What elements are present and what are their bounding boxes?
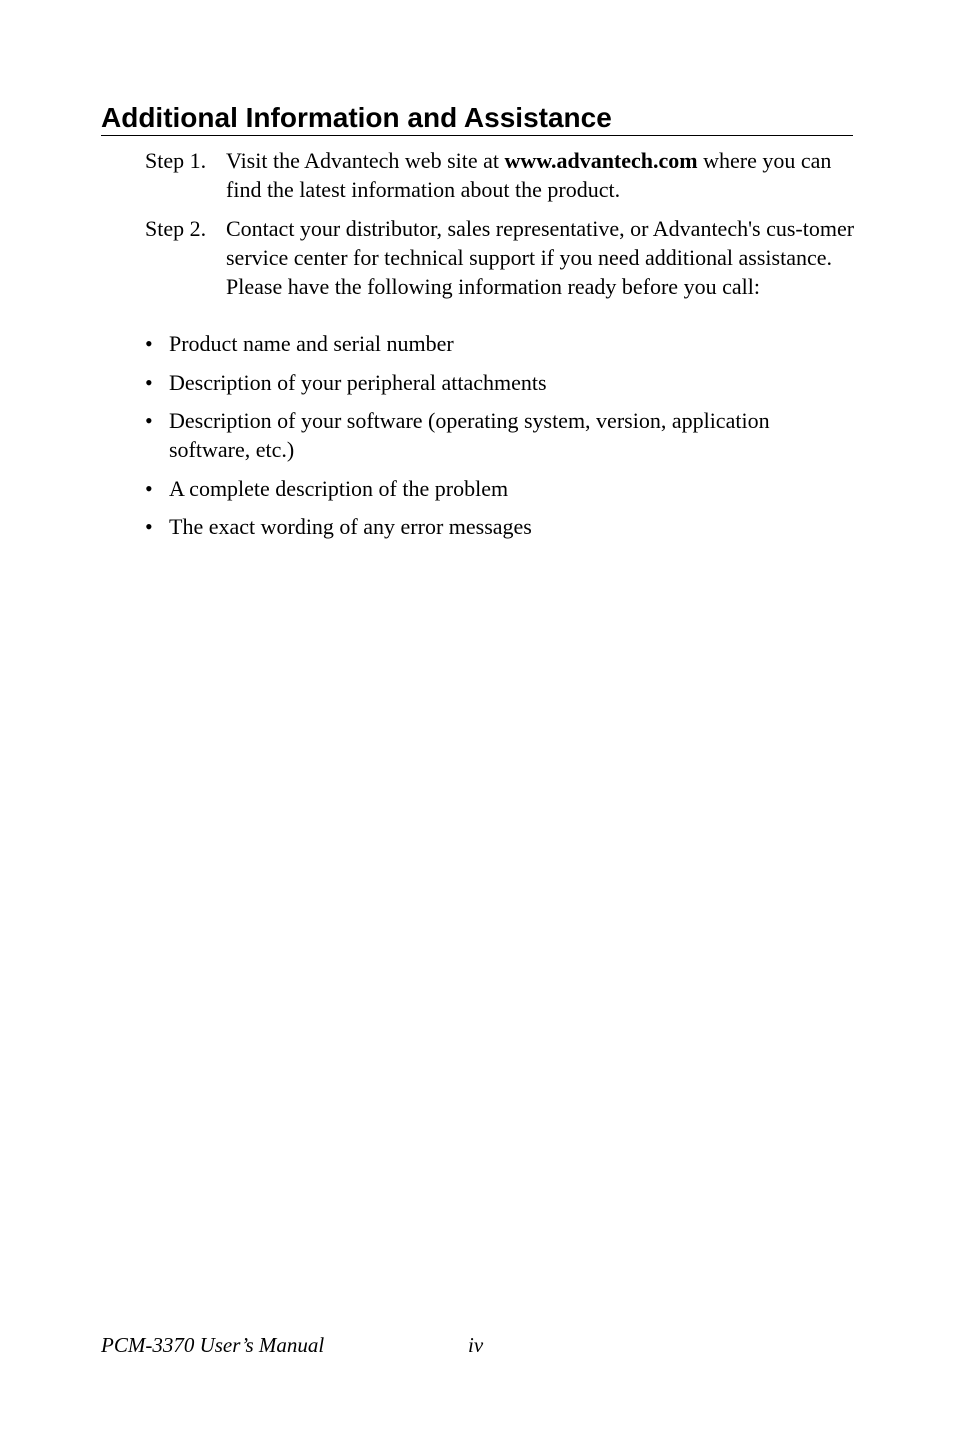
step-2-label: Step 2. — [145, 216, 207, 241]
list-item-text: Description of your software (operating system, version, application software, etc.) — [169, 408, 770, 462]
footer-manual-title: PCM-3370 User’s Manual — [101, 1333, 325, 1357]
bullet-icon: • — [145, 370, 153, 395]
step-1-text-before: Visit the Advantech web site at — [226, 148, 505, 173]
step-1-text-after: where you can find the latest information about the product. — [226, 148, 832, 202]
list-item — [145, 368, 845, 397]
list-item-text: A complete description of the problem — [169, 476, 509, 501]
bullet-icon: • — [145, 331, 153, 356]
list-item-text: The exact wording of any error messages — [169, 514, 532, 539]
list-item — [145, 474, 845, 503]
step-1-text — [226, 146, 857, 204]
advantech-website-link[interactable]: www.advantech.com — [504, 148, 698, 173]
step-1-label: Step 1. — [145, 148, 207, 173]
step-2-text: Contact your distributor, sales representative, or Advantech's cus-tomer service center for technical support if you need additional assistance. Please have the following information ready before you call: — [226, 216, 855, 299]
section-title: Additional Information and Assistance — [101, 101, 853, 136]
list-item-text: Product name and serial number — [169, 331, 454, 356]
bullet-icon: • — [145, 408, 153, 433]
step-1 — [145, 146, 857, 204]
step-2 — [145, 214, 857, 301]
list-item — [145, 512, 845, 541]
list-item-text: Description of your peripheral attachments — [169, 370, 547, 395]
bullet-icon: • — [145, 514, 153, 539]
list-item — [145, 329, 845, 358]
bullet-icon: • — [145, 476, 153, 501]
footer-page-number: iv — [468, 1333, 484, 1357]
list-item — [145, 406, 845, 464]
